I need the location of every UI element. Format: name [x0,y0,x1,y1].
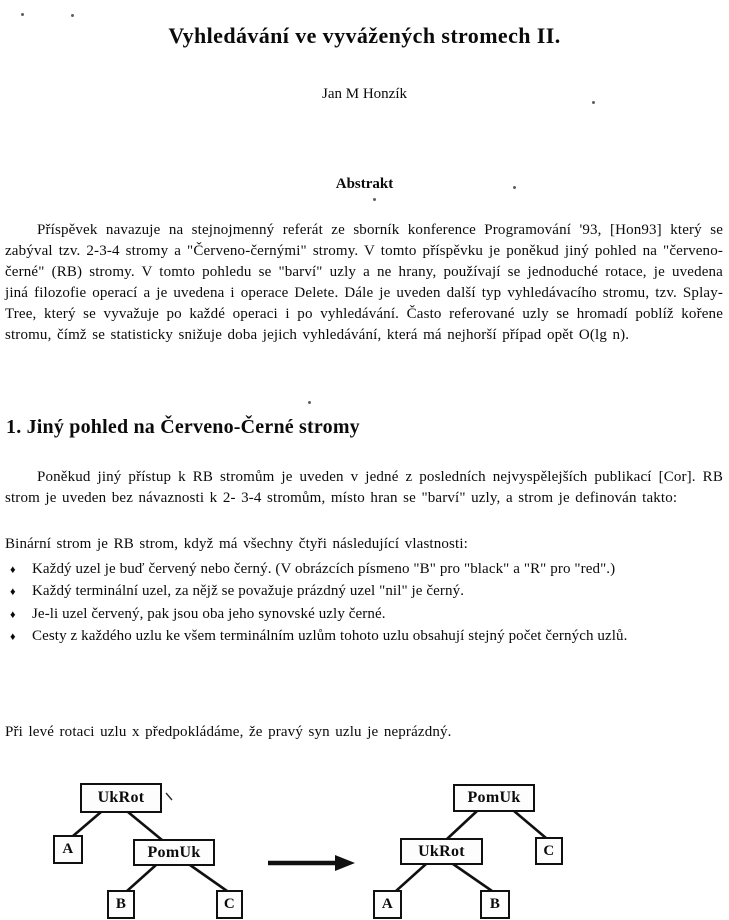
list-item [5,580,725,602]
bullet-icon: ♦ [10,608,16,621]
tree-node-pomuk-left: PomUk [133,839,215,866]
tree-node-ukrot-right: UkRot [400,838,483,865]
scan-mark [166,793,172,800]
edge-left-root-to-a [73,812,101,836]
tree-node-a-left: A [53,835,83,864]
edge-right-pomuk-to-c [514,811,546,838]
edge-right-ukrot-to-a [396,864,426,891]
abstract-heading: Abstrakt [335,176,394,192]
scan-speck [71,14,74,17]
tree-node-b-right: B [480,890,510,919]
bullet-icon: ♦ [10,631,16,644]
tree-node-pomuk-right: PomUk [453,784,535,812]
rotation-note-paragraph: Při levé rotaci uzlu x předpokládáme, že pravý syn uzlu je neprázdný. [5,724,452,740]
bullet-icon: ♦ [10,564,16,576]
rb-properties-list [5,558,725,648]
list-item [5,558,725,580]
bullet-icon: ♦ [10,586,16,599]
abstract-paragraph: Příspěvek navazuje na stejnojmenný referát ze sborník konference Programování '93, [Hon93] který se zabýval tzv. 2-3-4 stromy a "Červeno-černými" stromy. V tomto příspěvku je poněkud jiný pohled na "červeno-černé" (RB) stromy. V tomto pohledu se "barví" uzly a ne hrany, používají se jednoduché rotace, je uvedena jiná filozofie operací a je uvedena i operace Delete. Dále je uveden další typ vyhledávacího stromu, tzv. Splay-Tree, který se vyvažuje po každé operaci i po vyhledávání. Často referované uzly se hromadí poblíž kořene stromu, čímž se statisticky snižuje doba jejich vyhledávání, která má nejhorší případ opět O(lg n). [5,222,723,343]
list-item [5,603,725,625]
rotation-diagram [0,775,729,920]
edge-left-pomuk-to-b [127,865,156,891]
right-arrow-icon [268,855,355,871]
scan-speck [373,198,376,201]
author-name: Jan M Honzík [322,86,407,102]
tree-node-ukrot-left: UkRot [80,783,162,813]
list-item-text: Cesty z každého uzlu ke všem terminálním uzlům tohoto uzlu obsahují stejný počet černých uzlů. [32,628,628,645]
scan-speck [513,186,516,189]
list-item-text: Je-li uzel červený, pak jsou oba jeho synovské uzly černé. [32,605,386,622]
edge-left-pomuk-to-c [190,865,227,891]
edge-left-root-to-pomuk [128,812,162,840]
section-1-paragraph-1: Poněkud jiný přístup k RB stromům je uveden v jedné z posledních nejvyspělejších publikací [Cor]. RB strom je uveden bez návaznosti k 2- 3-4 stromům, místo hran se "barví" uzly, a strom je definován takto: [5,469,723,506]
page-title: Vyhledávání ve vyvážených stromech II. [168,22,561,48]
section-1-paragraph-2: Binární strom je RB strom, když má všechny čtyři následující vlastnosti: [5,536,468,552]
tree-node-c-right: C [535,837,563,865]
list-item-text: Každý terminální uzel, za nějž se považuje prázdný uzel "nil" je černý. [32,583,465,600]
scan-speck [21,13,24,16]
edge-right-pomuk-to-ukrot [447,811,477,839]
scan-speck [592,101,595,104]
list-item [5,625,725,647]
section-1-heading: 1. Jiný pohled na Červeno-Černé stromy [6,415,360,438]
tree-node-a-right: A [373,890,402,919]
list-item-text: Každý uzel je buď červený nebo černý. (V obrázcích písmeno "B" pro "black" a "R" pro "red".) [32,561,616,577]
edge-right-ukrot-to-b [453,864,492,891]
scan-speck [308,401,311,404]
tree-node-c-left: C [216,890,243,919]
tree-node-b-left: B [107,890,135,919]
